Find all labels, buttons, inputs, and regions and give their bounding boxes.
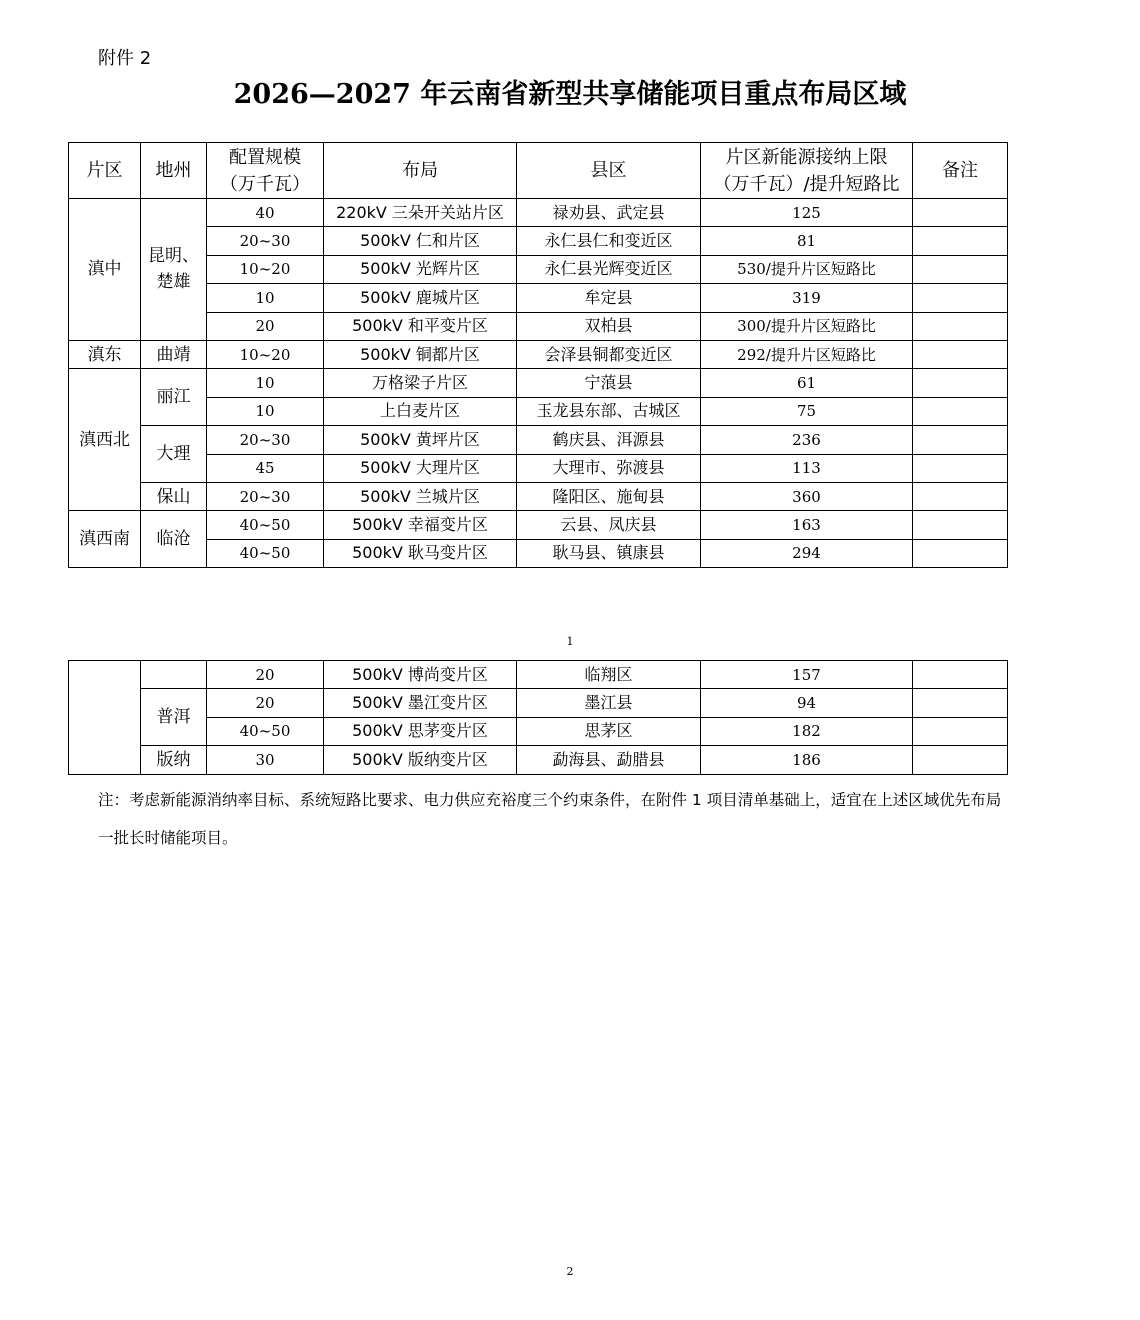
prefecture-cell: 版纳 (141, 746, 207, 774)
county-cell: 永仁县光辉变近区 (517, 255, 701, 283)
attachment-label: 附件 2 (98, 48, 152, 69)
table-row (69, 227, 1008, 255)
county-cell: 隆阳区、施甸县 (517, 482, 701, 510)
county-cell: 牟定县 (517, 284, 701, 312)
scale-cell: 40~50 (207, 717, 324, 745)
scale-cell: 20~30 (207, 426, 324, 454)
table-row (69, 661, 1008, 689)
footnote-line1: 注：考虑新能源消纳率目标、系统短路比要求、电力供应充裕度三个约束条件，在附件 1 项目清单基础上，适宜在上述区域优先布局 (98, 791, 1002, 809)
limit-cell: 163 (701, 511, 913, 539)
layout-cell: 上白麦片区 (324, 397, 517, 425)
county-cell: 永仁县仁和变近区 (517, 227, 701, 255)
limit-cell: 530/提升片区短路比 (701, 255, 913, 283)
county-cell: 思茅区 (517, 717, 701, 745)
limit-cell: 300/提升片区短路比 (701, 312, 913, 340)
header-remark: 备注 (913, 143, 1008, 199)
table-row (69, 539, 1008, 567)
remark-cell (913, 284, 1008, 312)
prefecture-cell: 曲靖 (141, 340, 207, 368)
remark-cell (913, 482, 1008, 510)
table-row (69, 340, 1008, 368)
scale-cell: 20 (207, 689, 324, 717)
layout-cell: 500kV 博尚变片区 (324, 661, 517, 689)
prefecture-cell (141, 199, 207, 341)
prefecture-cell: 临沧 (141, 511, 207, 568)
remark-cell (913, 369, 1008, 397)
header-county: 县区 (517, 143, 701, 199)
footnote (98, 781, 1058, 857)
limit-cell: 75 (701, 397, 913, 425)
layout-cell: 220kV 三朵开关站片区 (324, 199, 517, 227)
scale-cell: 30 (207, 746, 324, 774)
prefecture-cell: 大理 (141, 426, 207, 483)
county-cell: 大理市、弥渡县 (517, 454, 701, 482)
remark-cell (913, 397, 1008, 425)
layout-cell: 500kV 幸福变片区 (324, 511, 517, 539)
scale-cell: 10 (207, 397, 324, 425)
table-row (69, 255, 1008, 283)
county-cell: 双柏县 (517, 312, 701, 340)
county-cell: 勐海县、勐腊县 (517, 746, 701, 774)
table-row (69, 454, 1008, 482)
scale-cell: 10 (207, 284, 324, 312)
layout-cell: 500kV 黄坪片区 (324, 426, 517, 454)
limit-cell: 94 (701, 689, 913, 717)
scale-cell: 20 (207, 661, 324, 689)
limit-cell: 125 (701, 199, 913, 227)
scale-cell: 40~50 (207, 539, 324, 567)
layout-cell: 500kV 兰城片区 (324, 482, 517, 510)
county-cell: 云县、凤庆县 (517, 511, 701, 539)
limit-cell: 236 (701, 426, 913, 454)
table-header-row (69, 143, 1008, 199)
scale-cell: 20~30 (207, 482, 324, 510)
prefecture-cell (141, 661, 207, 689)
remark-cell (913, 255, 1008, 283)
layout-cell: 万格梁子片区 (324, 369, 517, 397)
page-number: 2 (566, 1265, 574, 1278)
region-cell (69, 661, 141, 775)
limit-cell: 113 (701, 454, 913, 482)
remark-cell (913, 717, 1008, 745)
footnote-line2: 一批长时储能项目。 (98, 829, 238, 847)
header-scale-line1: 配置规模 (229, 146, 301, 168)
scale-cell: 40~50 (207, 511, 324, 539)
remark-cell (913, 511, 1008, 539)
county-cell: 会泽县铜都变近区 (517, 340, 701, 368)
county-cell: 玉龙县东部、古城区 (517, 397, 701, 425)
table-row (69, 199, 1008, 227)
header-limit-line2: （万千瓦）/提升短路比 (713, 173, 900, 195)
header-limit-line1: 片区新能源接纳上限 (725, 146, 888, 168)
prefecture-line1: 昆明、 (148, 246, 199, 267)
scale-cell: 10~20 (207, 340, 324, 368)
prefecture-cell: 保山 (141, 482, 207, 510)
header-scale-line2: （万千瓦） (220, 173, 310, 195)
layout-table-page2 (68, 660, 1008, 775)
county-cell: 墨江县 (517, 689, 701, 717)
scale-cell: 20~30 (207, 227, 324, 255)
header-limit (701, 143, 913, 199)
scale-cell: 10 (207, 369, 324, 397)
region-cell: 滇西北 (69, 369, 141, 511)
layout-cell: 500kV 鹿城片区 (324, 284, 517, 312)
limit-cell: 61 (701, 369, 913, 397)
remark-cell (913, 199, 1008, 227)
layout-cell: 500kV 铜都片区 (324, 340, 517, 368)
prefecture-cell: 普洱 (141, 689, 207, 746)
remark-cell (913, 689, 1008, 717)
limit-cell: 186 (701, 746, 913, 774)
layout-cell: 500kV 版纳变片区 (324, 746, 517, 774)
layout-cell: 500kV 仁和片区 (324, 227, 517, 255)
remark-cell (913, 227, 1008, 255)
scale-cell: 20 (207, 312, 324, 340)
layout-cell: 500kV 墨江变片区 (324, 689, 517, 717)
header-region: 片区 (69, 143, 141, 199)
layout-table-page1 (68, 142, 1008, 568)
remark-cell (913, 454, 1008, 482)
scale-cell: 40 (207, 199, 324, 227)
scale-cell: 45 (207, 454, 324, 482)
layout-cell: 500kV 大理片区 (324, 454, 517, 482)
region-cell: 滇东 (69, 340, 141, 368)
limit-cell: 319 (701, 284, 913, 312)
remark-cell (913, 312, 1008, 340)
prefecture-line2: 楚雄 (156, 272, 191, 293)
table-row (69, 312, 1008, 340)
region-cell: 滇中 (69, 199, 141, 341)
remark-cell (913, 746, 1008, 774)
limit-cell: 360 (701, 482, 913, 510)
page-number: 1 (566, 635, 574, 648)
remark-cell (913, 340, 1008, 368)
table-row (69, 689, 1008, 717)
remark-cell (913, 426, 1008, 454)
document-title: 2026—2027 年云南省新型共享储能项目重点布局区域 (233, 79, 907, 110)
header-scale (207, 143, 324, 199)
layout-cell: 500kV 光辉片区 (324, 255, 517, 283)
region-cell: 滇西南 (69, 511, 141, 568)
county-cell: 临翔区 (517, 661, 701, 689)
header-layout: 布局 (324, 143, 517, 199)
limit-cell: 182 (701, 717, 913, 745)
limit-cell: 294 (701, 539, 913, 567)
limit-cell: 81 (701, 227, 913, 255)
limit-cell: 157 (701, 661, 913, 689)
county-cell: 耿马县、镇康县 (517, 539, 701, 567)
layout-cell: 500kV 思茅变片区 (324, 717, 517, 745)
table-row (69, 482, 1008, 510)
county-cell: 禄劝县、武定县 (517, 199, 701, 227)
county-cell: 宁蒗县 (517, 369, 701, 397)
scale-cell: 10~20 (207, 255, 324, 283)
remark-cell (913, 539, 1008, 567)
table-row (69, 746, 1008, 774)
layout-cell: 500kV 耿马变片区 (324, 539, 517, 567)
table-row (69, 511, 1008, 539)
header-prefecture: 地州 (141, 143, 207, 199)
table-row (69, 426, 1008, 454)
limit-cell: 292/提升片区短路比 (701, 340, 913, 368)
remark-cell (913, 661, 1008, 689)
layout-cell: 500kV 和平变片区 (324, 312, 517, 340)
table-row (69, 284, 1008, 312)
county-cell: 鹤庆县、洱源县 (517, 426, 701, 454)
table-row (69, 369, 1008, 397)
prefecture-cell: 丽江 (141, 369, 207, 426)
table-row (69, 717, 1008, 745)
table-row (69, 397, 1008, 425)
